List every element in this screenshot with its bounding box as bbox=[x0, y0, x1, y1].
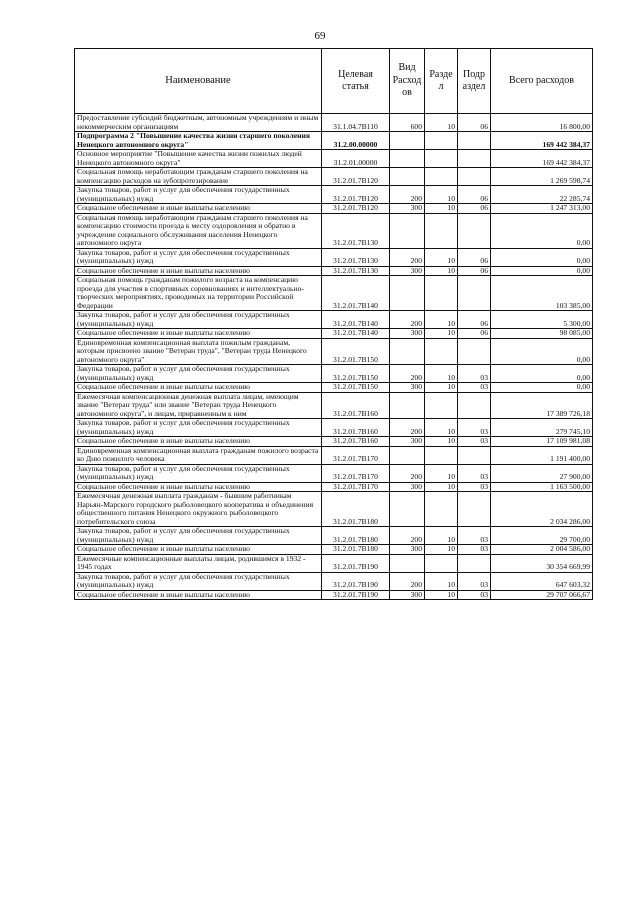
row-expense-type-cell bbox=[390, 150, 425, 168]
row-expense-type-cell bbox=[390, 132, 425, 150]
row-section-cell: 10 bbox=[425, 590, 458, 600]
budget-table bbox=[74, 48, 593, 600]
row-expense-type-cell: 200 bbox=[390, 365, 425, 383]
row-section-cell bbox=[425, 554, 458, 572]
row-subsection-cell: 06 bbox=[458, 329, 491, 339]
table-row bbox=[75, 186, 593, 204]
row-subsection-cell: 03 bbox=[458, 572, 491, 590]
row-target-article-cell: 31.2.01.7В160 bbox=[322, 437, 390, 447]
row-expense-type-cell bbox=[390, 338, 425, 365]
row-name-cell: Ежемесячная денежная выплата гражданам - бывшим работникам Нарьян-Марского городского рыболовецкого кооператива и объединения общественного питания Ненецкого окружного рыболовецкого потребительского союза bbox=[75, 492, 322, 527]
row-section-cell: 10 bbox=[425, 204, 458, 214]
row-expense-type-cell: 200 bbox=[390, 186, 425, 204]
row-subsection-cell bbox=[458, 338, 491, 365]
row-total-cell: 647 603,32 bbox=[491, 572, 593, 590]
row-section-cell: 10 bbox=[425, 186, 458, 204]
row-expense-type-cell bbox=[390, 392, 425, 419]
row-target-article-cell: 31.2.01.7В190 bbox=[322, 554, 390, 572]
row-expense-type-cell bbox=[390, 276, 425, 311]
row-expense-type-cell: 300 bbox=[390, 482, 425, 492]
row-section-cell bbox=[425, 213, 458, 248]
row-section-cell bbox=[425, 150, 458, 168]
row-name-cell: Социальное обеспечение и иные выплаты населению bbox=[75, 266, 322, 276]
row-total-cell: 169 442 384,37 bbox=[491, 132, 593, 150]
table-row bbox=[75, 492, 593, 527]
row-subsection-cell bbox=[458, 150, 491, 168]
row-target-article-cell: 31.2.01.7В140 bbox=[322, 311, 390, 329]
row-target-article-cell: 31.2.01.7В190 bbox=[322, 572, 390, 590]
table-row bbox=[75, 590, 593, 600]
row-expense-type-cell: 300 bbox=[390, 545, 425, 555]
row-section-cell: 10 bbox=[425, 266, 458, 276]
row-name-cell: Социальное обеспечение и иные выплаты населению bbox=[75, 383, 322, 393]
row-subsection-cell: 03 bbox=[458, 590, 491, 600]
row-total-cell: 1 269 598,74 bbox=[491, 168, 593, 186]
row-target-article-cell: 31.2.01.00000 bbox=[322, 150, 390, 168]
header-subsection: Подр аздел bbox=[458, 49, 491, 114]
row-expense-type-cell: 200 bbox=[390, 248, 425, 266]
row-total-cell: 0,00 bbox=[491, 338, 593, 365]
row-name-cell: Социальное обеспечение и иные выплаты населению bbox=[75, 545, 322, 555]
table-row bbox=[75, 437, 593, 447]
table-row bbox=[75, 168, 593, 186]
row-total-cell: 2 004 586,00 bbox=[491, 545, 593, 555]
row-section-cell: 10 bbox=[425, 572, 458, 590]
row-target-article-cell: 31.2.01.7В160 bbox=[322, 419, 390, 437]
row-expense-type-cell: 300 bbox=[390, 383, 425, 393]
row-expense-type-cell: 200 bbox=[390, 527, 425, 545]
row-target-article-cell: 31.2.01.7В170 bbox=[322, 464, 390, 482]
table-row bbox=[75, 446, 593, 464]
page-number: 69 bbox=[314, 30, 326, 42]
row-subsection-cell bbox=[458, 132, 491, 150]
row-section-cell: 10 bbox=[425, 437, 458, 447]
row-section-cell: 10 bbox=[425, 365, 458, 383]
table-row bbox=[75, 383, 593, 393]
row-target-article-cell: 31.2.01.7В120 bbox=[322, 204, 390, 214]
table-row bbox=[75, 392, 593, 419]
table-row bbox=[75, 204, 593, 214]
row-section-cell: 10 bbox=[425, 464, 458, 482]
row-subsection-cell: 06 bbox=[458, 204, 491, 214]
header-name: Наименование bbox=[75, 49, 322, 114]
header-total-expenses: Всего расходов bbox=[491, 49, 593, 114]
row-name-cell: Единовременная компенсационная выплата пожилым гражданам, которым присвоено звание "Ветеран труда", "Ветеран труда Ненецкого автономного округа" bbox=[75, 338, 322, 365]
row-name-cell: Социальное обеспечение и иные выплаты населению bbox=[75, 437, 322, 447]
row-name-cell: Социальная помощь гражданам пожилого возраста на компенсацию проезда для участия в спортивных соревнованиях и интеллектуально-творческих мероприятиях, проводимых на территории Российской Федерации bbox=[75, 276, 322, 311]
table-row bbox=[75, 572, 593, 590]
row-total-cell: 2 034 286,00 bbox=[491, 492, 593, 527]
row-expense-type-cell bbox=[390, 168, 425, 186]
row-subsection-cell: 06 bbox=[458, 186, 491, 204]
row-total-cell: 103 385,00 bbox=[491, 276, 593, 311]
row-section-cell: 10 bbox=[425, 248, 458, 266]
row-expense-type-cell: 200 bbox=[390, 419, 425, 437]
row-target-article-cell: 31.2.01.7В170 bbox=[322, 482, 390, 492]
row-section-cell bbox=[425, 446, 458, 464]
row-target-article-cell: 31.2.01.7В120 bbox=[322, 186, 390, 204]
row-total-cell: 98 085,00 bbox=[491, 329, 593, 339]
table-row bbox=[75, 527, 593, 545]
row-target-article-cell: 31.2.01.7В140 bbox=[322, 329, 390, 339]
row-name-cell: Социальная помощь неработающим гражданам старшего поколения на компенсацию расходов на зубопротезирование bbox=[75, 168, 322, 186]
row-name-cell: Закупка товаров, работ и услуг для обеспечения государственных (муниципальных) нужд bbox=[75, 464, 322, 482]
table-row bbox=[75, 329, 593, 339]
row-section-cell: 10 bbox=[425, 419, 458, 437]
row-total-cell: 0,00 bbox=[491, 266, 593, 276]
row-subsection-cell: 06 bbox=[458, 114, 491, 132]
row-section-cell: 10 bbox=[425, 527, 458, 545]
row-name-cell: Закупка товаров, работ и услуг для обеспечения государственных (муниципальных) нужд bbox=[75, 186, 322, 204]
row-total-cell: 27 900,00 bbox=[491, 464, 593, 482]
row-subsection-cell: 03 bbox=[458, 482, 491, 492]
table-row bbox=[75, 150, 593, 168]
row-target-article-cell: 31.2.01.7В130 bbox=[322, 213, 390, 248]
table-row bbox=[75, 365, 593, 383]
row-name-cell: Предоставление субсидий бюджетным, автономным учреждениям и иным некоммерческим организациям bbox=[75, 114, 322, 132]
row-subsection-cell: 03 bbox=[458, 545, 491, 555]
row-name-cell: Социальное обеспечение и иные выплаты населению bbox=[75, 329, 322, 339]
row-name-cell: Ежемесячная компенсационная денежная выплата лицам, имеющим звание "Ветеран труда" или звание "Ветеран труда Ненецкого автономного округа", и лицам, приравненным к ним bbox=[75, 392, 322, 419]
row-name-cell: Ежемесячные компенсационные выплаты лицам, родившимся в 1932 - 1945 годах bbox=[75, 554, 322, 572]
table-row bbox=[75, 248, 593, 266]
row-total-cell: 22 285,74 bbox=[491, 186, 593, 204]
row-expense-type-cell: 300 bbox=[390, 266, 425, 276]
table-row bbox=[75, 554, 593, 572]
row-total-cell: 1 163 500,00 bbox=[491, 482, 593, 492]
row-subsection-cell: 06 bbox=[458, 311, 491, 329]
table-body bbox=[75, 114, 593, 600]
row-subsection-cell: 03 bbox=[458, 419, 491, 437]
row-target-article-cell: 31.2.01.7В130 bbox=[322, 266, 390, 276]
row-expense-type-cell: 300 bbox=[390, 204, 425, 214]
row-name-cell: Закупка товаров, работ и услуг для обеспечения государственных (муниципальных) нужд bbox=[75, 248, 322, 266]
row-target-article-cell: 31.2.01.7В180 bbox=[322, 527, 390, 545]
row-section-cell bbox=[425, 276, 458, 311]
row-name-cell: Социальное обеспечение и иные выплаты населению bbox=[75, 482, 322, 492]
row-expense-type-cell: 200 bbox=[390, 311, 425, 329]
header-section: Разде л bbox=[425, 49, 458, 114]
row-subsection-cell bbox=[458, 392, 491, 419]
row-subsection-cell: 03 bbox=[458, 437, 491, 447]
row-target-article-cell: 31.2.01.7В120 bbox=[322, 168, 390, 186]
row-name-cell: Закупка товаров, работ и услуг для обеспечения государственных (муниципальных) нужд bbox=[75, 419, 322, 437]
table-row bbox=[75, 482, 593, 492]
row-total-cell: 0,00 bbox=[491, 383, 593, 393]
row-subsection-cell: 03 bbox=[458, 527, 491, 545]
row-subsection-cell bbox=[458, 168, 491, 186]
row-section-cell: 10 bbox=[425, 329, 458, 339]
row-expense-type-cell bbox=[390, 213, 425, 248]
row-target-article-cell: 31.2.01.7В150 bbox=[322, 338, 390, 365]
table-row bbox=[75, 311, 593, 329]
row-section-cell bbox=[425, 168, 458, 186]
row-expense-type-cell: 300 bbox=[390, 590, 425, 600]
row-subsection-cell bbox=[458, 213, 491, 248]
row-target-article-cell: 31.2.01.7В170 bbox=[322, 446, 390, 464]
table-row bbox=[75, 132, 593, 150]
row-total-cell: 17 109 981,08 bbox=[491, 437, 593, 447]
row-subsection-cell: 06 bbox=[458, 266, 491, 276]
row-total-cell: 30 354 669,99 bbox=[491, 554, 593, 572]
row-subsection-cell: 03 bbox=[458, 365, 491, 383]
row-total-cell: 169 442 384,37 bbox=[491, 150, 593, 168]
row-name-cell: Закупка товаров, работ и услуг для обеспечения государственных (муниципальных) нужд bbox=[75, 365, 322, 383]
row-target-article-cell: 31.2.01.7В160 bbox=[322, 392, 390, 419]
table-row bbox=[75, 266, 593, 276]
row-section-cell: 10 bbox=[425, 545, 458, 555]
table-row bbox=[75, 276, 593, 311]
row-name-cell: Подпрограмма 2 "Повышение качества жизни старшего поколения Ненецкого автономного округа" bbox=[75, 132, 322, 150]
table-row bbox=[75, 419, 593, 437]
table-row bbox=[75, 338, 593, 365]
header-expense-type: Вид Расход ов bbox=[390, 49, 425, 114]
row-expense-type-cell: 300 bbox=[390, 329, 425, 339]
row-total-cell: 279 745,10 bbox=[491, 419, 593, 437]
row-total-cell: 29 700,00 bbox=[491, 527, 593, 545]
row-total-cell: 0,00 bbox=[491, 213, 593, 248]
row-target-article-cell: 31.2.01.7В150 bbox=[322, 383, 390, 393]
table-row bbox=[75, 114, 593, 132]
row-expense-type-cell bbox=[390, 492, 425, 527]
row-expense-type-cell bbox=[390, 446, 425, 464]
row-expense-type-cell: 600 bbox=[390, 114, 425, 132]
row-total-cell: 0,00 bbox=[491, 248, 593, 266]
row-total-cell: 1 191 400,00 bbox=[491, 446, 593, 464]
row-subsection-cell: 06 bbox=[458, 248, 491, 266]
row-total-cell: 0,00 bbox=[491, 365, 593, 383]
table-header-row bbox=[75, 49, 593, 114]
row-target-article-cell: 31.2.01.7В180 bbox=[322, 492, 390, 527]
row-name-cell: Единовременная компенсационная выплата гражданам пожилого возраста ко Дню пожилого человека bbox=[75, 446, 322, 464]
row-section-cell bbox=[425, 492, 458, 527]
row-name-cell: Социальное обеспечение и иные выплаты населению bbox=[75, 204, 322, 214]
row-name-cell: Основное мероприятие "Повышение качества жизни пожилых людей Ненецкого автономного округа" bbox=[75, 150, 322, 168]
row-subsection-cell bbox=[458, 554, 491, 572]
row-section-cell bbox=[425, 338, 458, 365]
row-expense-type-cell: 300 bbox=[390, 437, 425, 447]
row-section-cell: 10 bbox=[425, 482, 458, 492]
row-subsection-cell: 03 bbox=[458, 383, 491, 393]
row-section-cell: 10 bbox=[425, 383, 458, 393]
row-target-article-cell: 31.2.01.7В150 bbox=[322, 365, 390, 383]
row-name-cell: Закупка товаров, работ и услуг для обеспечения государственных (муниципальных) нужд bbox=[75, 311, 322, 329]
row-target-article-cell: 31.2.01.7В180 bbox=[322, 545, 390, 555]
row-target-article-cell: 31.1.04.7В110 bbox=[322, 114, 390, 132]
row-target-article-cell: 31.2.00.00000 bbox=[322, 132, 390, 150]
row-total-cell: 16 800,00 bbox=[491, 114, 593, 132]
row-subsection-cell bbox=[458, 492, 491, 527]
row-section-cell bbox=[425, 392, 458, 419]
row-total-cell: 29 707 066,67 bbox=[491, 590, 593, 600]
row-expense-type-cell: 200 bbox=[390, 464, 425, 482]
row-target-article-cell: 31.2.01.7В190 bbox=[322, 590, 390, 600]
row-subsection-cell: 03 bbox=[458, 464, 491, 482]
row-name-cell: Закупка товаров, работ и услуг для обеспечения государственных (муниципальных) нужд bbox=[75, 572, 322, 590]
row-section-cell: 10 bbox=[425, 311, 458, 329]
table-row bbox=[75, 464, 593, 482]
row-expense-type-cell: 200 bbox=[390, 572, 425, 590]
row-target-article-cell: 31.2.01.7В140 bbox=[322, 276, 390, 311]
row-section-cell bbox=[425, 132, 458, 150]
row-total-cell: 1 247 313,00 bbox=[491, 204, 593, 214]
table-row bbox=[75, 545, 593, 555]
row-name-cell: Закупка товаров, работ и услуг для обеспечения государственных (муниципальных) нужд bbox=[75, 527, 322, 545]
row-total-cell: 17 389 726,18 bbox=[491, 392, 593, 419]
row-section-cell: 10 bbox=[425, 114, 458, 132]
table-row bbox=[75, 213, 593, 248]
row-name-cell: Социальная помощь неработающим гражданам старшего поколения на компенсацию стоимости проезда к месту оздоровления и обратно в учреждение социального обслуживания населения Ненецкого автономного округа bbox=[75, 213, 322, 248]
row-total-cell: 5 300,00 bbox=[491, 311, 593, 329]
row-target-article-cell: 31.2.01.7В130 bbox=[322, 248, 390, 266]
row-name-cell: Социальное обеспечение и иные выплаты населению bbox=[75, 590, 322, 600]
row-subsection-cell bbox=[458, 276, 491, 311]
row-subsection-cell bbox=[458, 446, 491, 464]
row-expense-type-cell bbox=[390, 554, 425, 572]
header-target-article: Целевая статья bbox=[322, 49, 390, 114]
